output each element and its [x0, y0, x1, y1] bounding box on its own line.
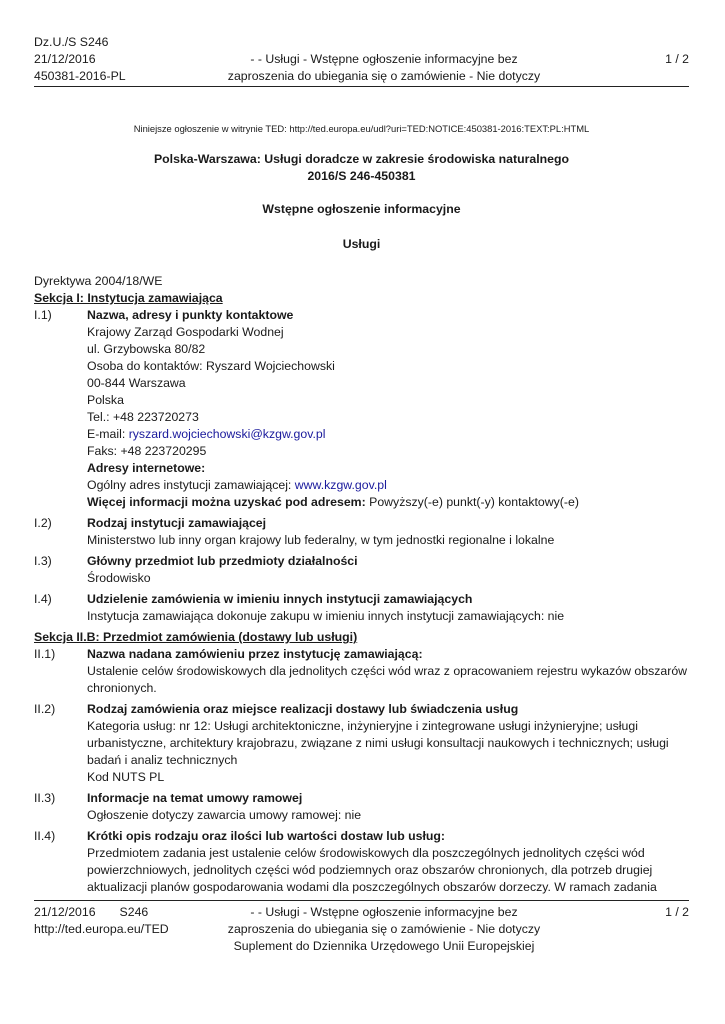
item-text: Ogłoszenie dotyczy zawarcia umowy ramowej: nie [87, 808, 362, 822]
footer-date-ref [34, 904, 169, 921]
footer-left [34, 904, 169, 938]
item-number: II.2) [34, 702, 56, 716]
contact-person: Osoba do kontaktów: Ryszard Wojciechowski [87, 359, 335, 373]
document-body [34, 273, 689, 896]
header-ref: Dz.U./S S246 [34, 35, 109, 49]
item-number: II.3) [34, 791, 56, 805]
item-number: II.4) [34, 829, 56, 843]
more-info-label: Więcej informacji można uzyskać pod adresem: [87, 495, 366, 509]
footer-rule [34, 900, 689, 901]
nuts-code: Kod NUTS PL [87, 770, 165, 784]
item-text-line2: chronionych. [87, 681, 157, 695]
item-title: Krótki opis rodzaju oraz ilości lub wartości dostaw lub usług: [87, 829, 446, 843]
page-title [34, 151, 689, 185]
item-I2 [34, 515, 689, 549]
item-text-line3: aktualizacji planów gospodarowania wodami dla poszczególnych obszarów dorzeczy. W ramach zadania [87, 880, 657, 894]
section1-heading: Sekcja I: Instytucja zamawiająca [34, 291, 223, 305]
section2-heading: Sekcja II.B: Przedmiot zamówienia (dostawy lub usługi) [34, 630, 358, 644]
footer-center [184, 904, 584, 955]
country: Polska [87, 393, 124, 407]
header-rule [34, 86, 689, 87]
city: 00-844 Warszawa [87, 376, 186, 390]
page-footer [34, 904, 689, 960]
street: ul. Grzybowska 80/82 [87, 342, 206, 356]
item-text-line2: urbanistyczne, architektury krajobrazu, związane z nimi usługi konsultacji naukowych i technicznych; usługi [87, 736, 669, 750]
item-I3 [34, 553, 689, 587]
item-number: I.1) [34, 308, 52, 322]
item-text-line3: badań i analiz technicznych [87, 753, 238, 767]
phone: Tel.: +48 223720273 [87, 410, 199, 424]
title-line1: Polska-Warszawa: Usługi doradcze w zakresie środowiska naturalnego [153, 152, 570, 166]
header-left [34, 34, 126, 85]
item-text: Środowisko [87, 571, 151, 585]
item-title: Nazwa nadana zamówieniu przez instytucję zamawiającą: [87, 647, 423, 661]
header-center-line1: - - Usługi - Wstępne ogłoszenie informacyjne bez [250, 52, 518, 66]
item-title: Informacje na temat umowy ramowej [87, 791, 303, 805]
org-name: Krajowy Zarząd Gospodarki Wodnej [87, 325, 284, 339]
item-number: II.1) [34, 647, 56, 661]
item-II2 [34, 701, 689, 786]
item-text-line1: Przedmiotem zadania jest ustalenie celów środowiskowych dla poszczególnych jednolitych części wód [87, 846, 645, 860]
item-title: Rodzaj instytucji zamawiającej [87, 516, 267, 530]
item-text: Instytucja zamawiająca dokonuje zakupu w imieniu innych instytucji zamawiających: nie [87, 609, 565, 623]
general-address-link[interactable]: www.kzgw.gov.pl [294, 478, 387, 492]
header-center-line2: zaproszenia do ubiegania się o zamówienie - Nie dotyczy [227, 69, 541, 83]
header-date: 21/12/2016 [34, 52, 96, 66]
general-address-row [87, 477, 689, 494]
more-info-value: Powyższy(-e) punkt(-y) kontaktowy(-e) [365, 495, 579, 509]
contract-type: Usługi [342, 237, 381, 251]
item-I1 [34, 307, 689, 511]
fax: Faks: +48 223720295 [87, 444, 207, 458]
header-center [184, 51, 584, 85]
footer-ref: S246 [119, 905, 149, 919]
item-II4 [34, 828, 689, 896]
item-number: I.3) [34, 554, 52, 568]
item-number: I.2) [34, 516, 52, 530]
email-row [87, 426, 689, 443]
email-label: E-mail: [87, 427, 129, 441]
header-page: 1 / 2 [665, 52, 689, 66]
item-text-line2: powierzchniowych, jednolitych części wód podziemnych oraz obszarów chronionych, dla potrzeb drugiej [87, 863, 653, 877]
footer-center-line1: - - Usługi - Wstępne ogłoszenie informacyjne bez [250, 905, 518, 919]
more-info-row [87, 494, 689, 511]
footer-center-line3: Suplement do Dziennika Urzędowego Unii Europejskiej [233, 939, 535, 953]
page-header [34, 34, 689, 86]
email-link[interactable]: ryszard.wojciechowski@kzgw.gov.pl [128, 427, 326, 441]
item-title: Rodzaj zamówienia oraz miejsce realizacji dostawy lub świadczenia usług [87, 702, 519, 716]
item-I4 [34, 591, 689, 625]
internet-heading: Adresy internetowe: [87, 461, 206, 475]
notice-type: Wstępne ogłoszenie informacyjne [262, 202, 461, 216]
item-number: I.4) [34, 592, 52, 606]
footer-url[interactable]: http://ted.europa.eu/TED [34, 922, 169, 936]
item-title: Główny przedmiot lub przedmioty działalności [87, 554, 358, 568]
title-line2: 2016/S 246-450381 [307, 169, 416, 183]
item-text: Ministerstwo lub inny organ krajowy lub federalny, w tym jednostki regionalne i lokalne [87, 533, 555, 547]
item-text-line1: Kategoria usług: nr 12: Usługi architektoniczne, inżynieryjne i zintegrowane usługi inżynieryjne; usługi [87, 719, 638, 733]
general-address-label: Ogólny adres instytucji zamawiającej: [87, 478, 295, 492]
item-text-line1: Ustalenie celów środowiskowych dla jednolitych części wód wraz z opracowaniem rejestru wykazów obszarów [87, 664, 688, 678]
header-id: 450381-2016-PL [34, 69, 126, 83]
directive: Dyrektywa 2004/18/WE [34, 274, 163, 288]
item-II1 [34, 646, 689, 697]
notice-url-line[interactable]: Niniejsze ogłoszenie w witrynie TED: http://ted.europa.eu/udl?uri=TED:NOTICE:450381-2016:TEXT:PL:HTML [133, 123, 590, 134]
footer-date: 21/12/2016 [34, 905, 96, 919]
item-title: Udzielenie zamówienia w imieniu innych instytucji zamawiających [87, 592, 473, 606]
footer-page: 1 / 2 [665, 905, 689, 919]
item-II3 [34, 790, 689, 824]
item-title: Nazwa, adresy i punkty kontaktowe [87, 308, 294, 322]
footer-center-line2: zaproszenia do ubiegania się o zamówienie - Nie dotyczy [227, 922, 541, 936]
